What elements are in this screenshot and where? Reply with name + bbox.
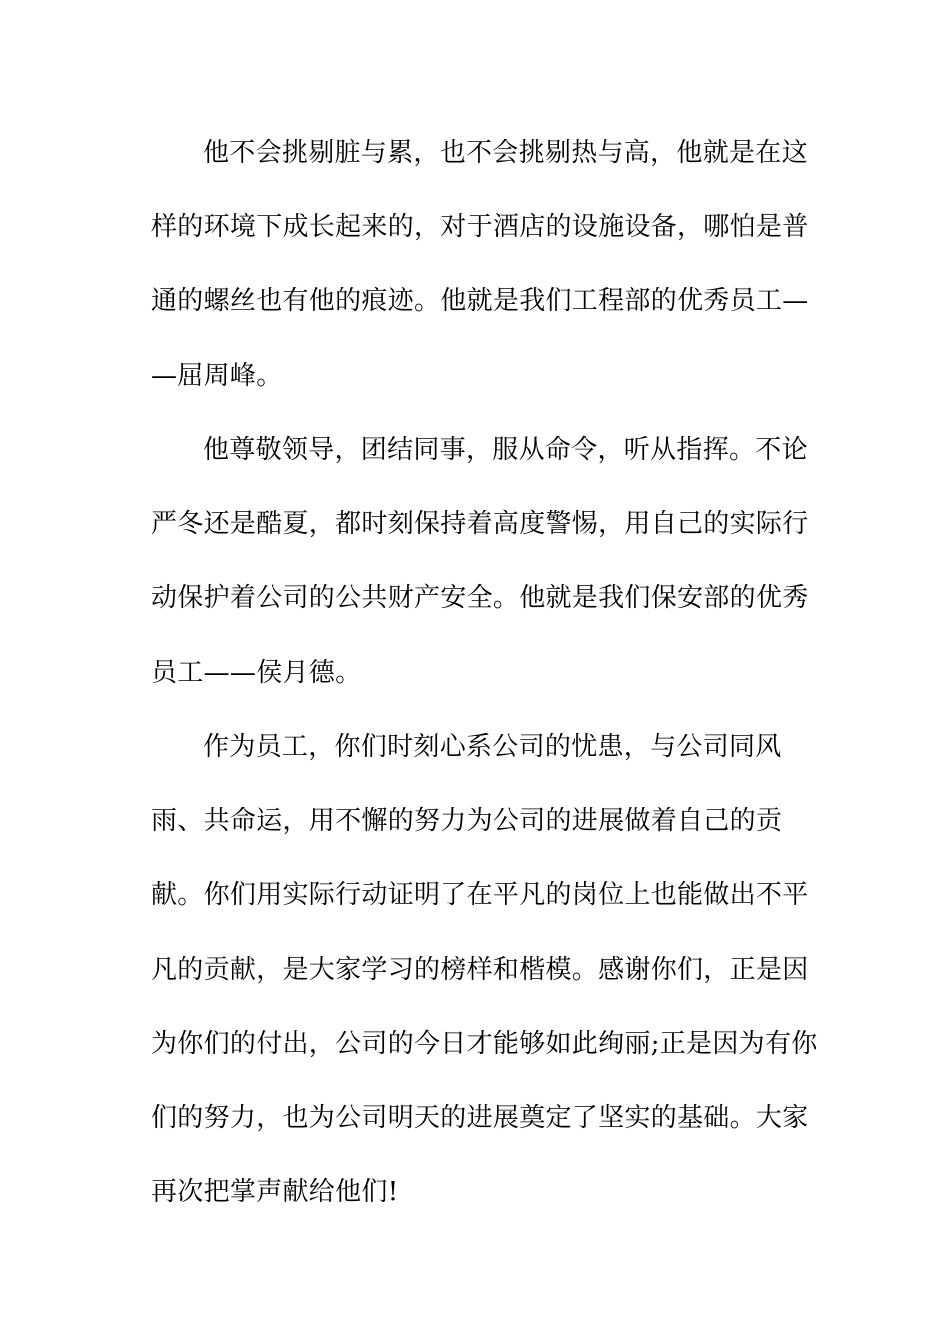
paragraph-1-line-3: 通的螺丝也有他的痕迹。他就是我们工程部的优秀员工— <box>151 286 809 316</box>
paragraph-3-line-7: 再次把掌声献给他们! <box>151 1177 399 1207</box>
paragraph-3-line-2: 雨、共命运，用不懈的努力为公司的进展做着自己的贡 <box>151 806 783 836</box>
paragraph-1-line-1: 他不会挑剔脏与累，也不会挑剔热与高，他就是在这 <box>203 138 808 168</box>
paragraph-3-line-4: 凡的贡献，是大家学习的榜样和楷模。感谢你们，正是因 <box>151 955 809 985</box>
paragraph-2-line-3: 动保护着公司的公共财产安全。他就是我们保安部的优秀 <box>151 583 809 613</box>
paragraph-1-line-4: —屈周峰。 <box>151 361 283 391</box>
paragraph-2-line-1: 他尊敬领导，团结同事，服从命令，听从指挥。不论 <box>203 435 808 465</box>
paragraph-3-line-5: 为你们的付出，公司的今日才能够如此绚丽;正是因为有你 <box>151 1029 818 1059</box>
paragraph-3-line-3: 献。你们用实际行动证明了在平凡的岗位上也能做出不平 <box>151 880 809 910</box>
paragraph-2-line-2: 严冬还是酷夏，都时刻保持着高度警惕，用自己的实际行 <box>151 509 809 539</box>
paragraph-3-line-6: 们的努力，也为公司明天的进展奠定了坚实的基础。大家 <box>151 1103 809 1133</box>
paragraph-3-line-1: 作为员工，你们时刻心系公司的忧患，与公司同风 <box>203 732 782 762</box>
paragraph-1-line-2: 样的环境下成长起来的，对于酒店的设施设备，哪怕是普 <box>151 212 809 242</box>
paragraph-2-line-4: 员工——侯月德。 <box>151 658 362 688</box>
